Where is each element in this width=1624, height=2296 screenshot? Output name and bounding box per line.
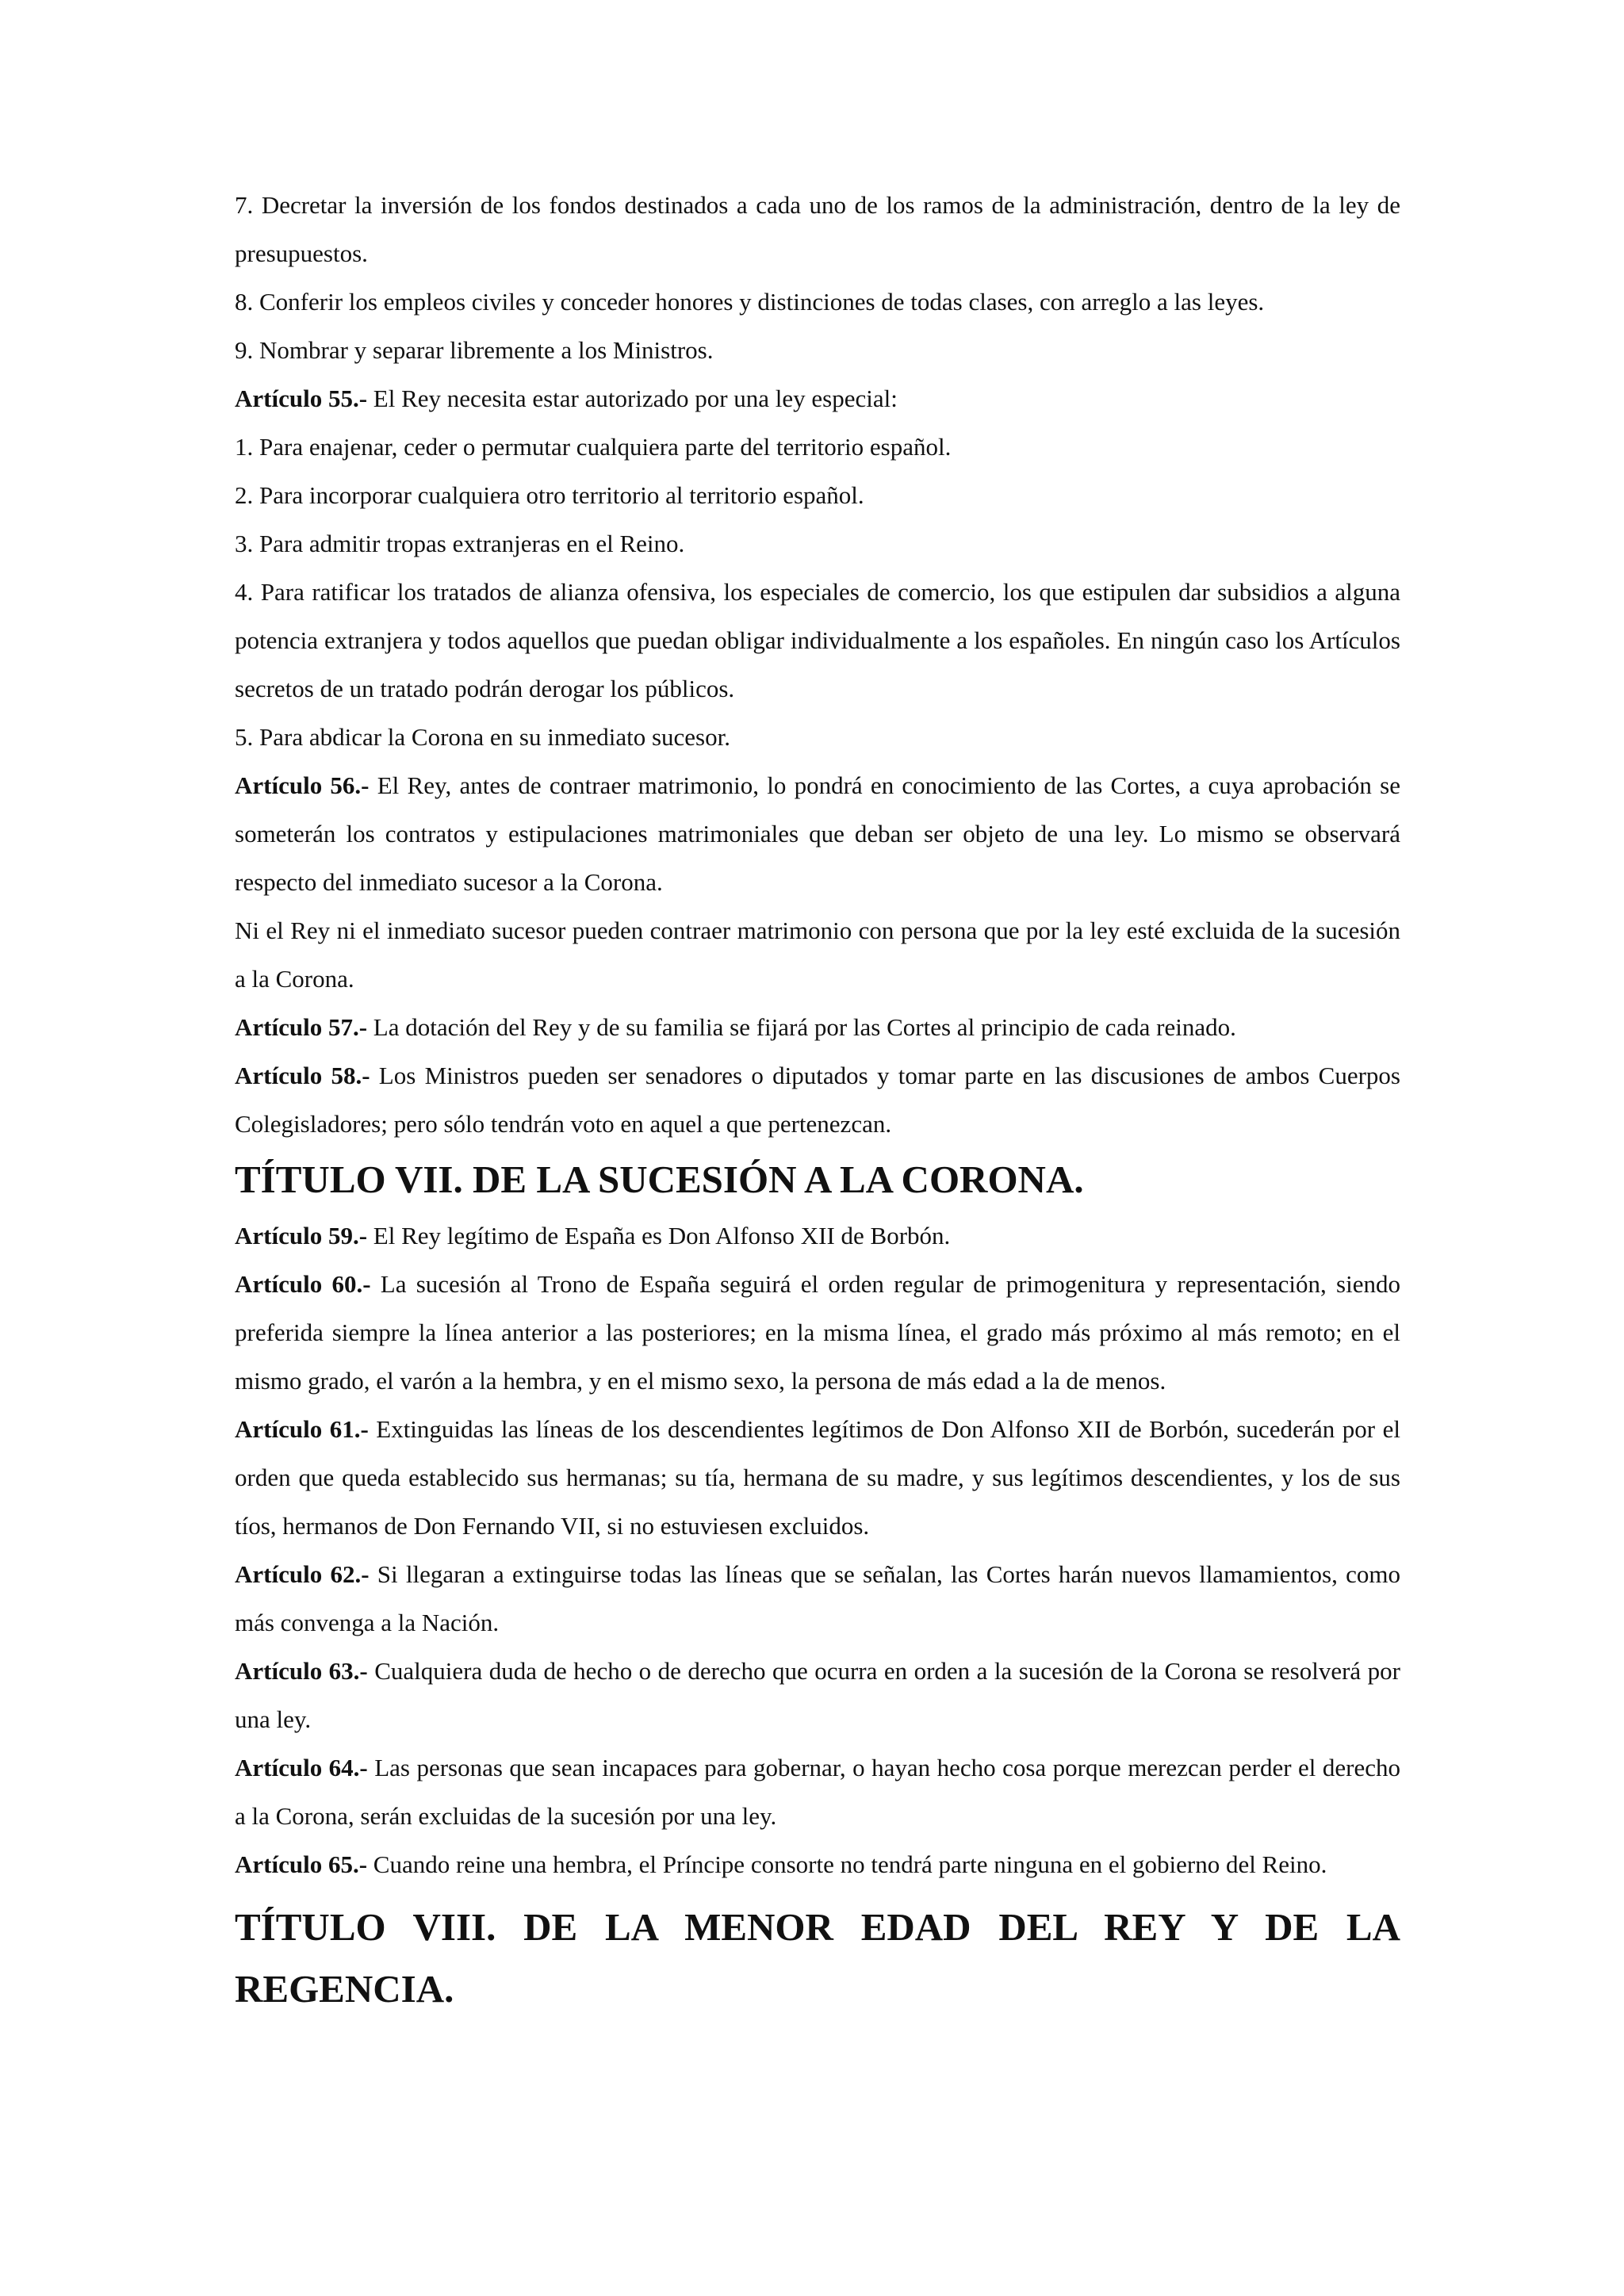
article-text: Cuando reine una hembra, el Príncipe consorte no tendrá parte ninguna en el gobierno del Reino.	[367, 1850, 1327, 1878]
document-page	[235, 181, 1400, 2020]
article-65	[235, 1840, 1400, 1888]
article-text: Los Ministros pueden ser senadores o diputados y tomar parte en las discusiones de ambos Cuerpos Colegisladores; pero sólo tendrán voto en aquel a que pertenezcan.	[235, 1062, 1400, 1138]
article-label: Artículo 58.-	[235, 1062, 370, 1089]
paragraph-item-1: 1. Para enajenar, ceder o permutar cualquiera parte del territorio español.	[235, 433, 952, 461]
article-text: El Rey legítimo de España es Don Alfonso XII de Borbón.	[367, 1222, 951, 1249]
article-label: Artículo 64.-	[235, 1754, 368, 1781]
article-text: La sucesión al Trono de España seguirá el orden regular de primogenitura y representación, siendo preferida siempre la línea anterior a las posteriores; en la misma línea, el grado más próximo al más remoto; en el mismo grado, el varón a la hembra, y en el mismo sexo, la persona de más edad a la de menos.	[235, 1270, 1400, 1395]
article-label: Artículo 55.-	[235, 385, 368, 412]
article-label: Artículo 65.-	[235, 1850, 368, 1878]
article-text: La dotación del Rey y de su familia se fijará por las Cortes al principio de cada reinado.	[367, 1013, 1236, 1041]
article-63	[235, 1647, 1400, 1743]
article-label: Artículo 63.-	[235, 1657, 368, 1685]
article-label: Artículo 60.-	[235, 1270, 371, 1298]
article-57	[235, 1003, 1400, 1051]
article-62	[235, 1550, 1400, 1647]
article-text: Extinguidas las líneas de los descendientes legítimos de Don Alfonso XII de Borbón, sucederán por el orden que queda establecido sus hermanas; su tía, hermana de su madre, y sus legítimos descendientes, y los de sus tíos, hermanos de Don Fernando VII, si no estuviesen excluidos.	[235, 1415, 1400, 1540]
paragraphs-top	[235, 181, 1400, 1148]
article-61	[235, 1405, 1400, 1550]
article-label: Artículo 62.-	[235, 1560, 370, 1588]
article-58	[235, 1051, 1400, 1148]
paragraph-item-8: 8. Conferir los empleos civiles y conceder honores y distinciones de todas clases, con arreglo a las leyes.	[235, 288, 1265, 316]
article-label: Artículo 56.-	[235, 771, 370, 799]
article-text: El Rey necesita estar autorizado por una ley especial:	[367, 385, 898, 412]
paragraph-item-5: 5. Para abdicar la Corona en su inmediato sucesor.	[235, 723, 730, 751]
paragraph-item-2: 2. Para incorporar cualquiera otro territorio al territorio español.	[235, 481, 864, 509]
article-60	[235, 1260, 1400, 1405]
article-label: Artículo 57.-	[235, 1013, 368, 1041]
paragraph-article-56-cont: Ni el Rey ni el inmediato sucesor pueden contraer matrimonio con persona que por la ley esté excluida de la sucesión a la Corona.	[235, 916, 1400, 993]
paragraph-item-3: 3. Para admitir tropas extranjeras en el Reino.	[235, 530, 685, 557]
article-56	[235, 761, 1400, 906]
paragraphs-titulo-vii	[235, 1211, 1400, 1888]
article-text: Las personas que sean incapaces para gobernar, o hayan hecho cosa porque merezcan perder el derecho a la Corona, serán excluidas de la sucesión por una ley.	[235, 1754, 1400, 1830]
paragraph-item-7: 7. Decretar la inversión de los fondos destinados a cada uno de los ramos de la administración, dentro de la ley de presupuestos.	[235, 191, 1400, 267]
paragraph-item-9: 9. Nombrar y separar libremente a los Ministros.	[235, 336, 714, 364]
article-59	[235, 1211, 1400, 1260]
article-label: Artículo 61.-	[235, 1415, 369, 1443]
article-text: El Rey, antes de contraer matrimonio, lo pondrá en conocimiento de las Cortes, a cuya aprobación se someterán los contratos y estipulaciones matrimoniales que deban ser objeto de una ley. Lo mismo se observará respecto del inmediato sucesor a la Corona.	[235, 771, 1400, 896]
section-heading-titulo-viii: TÍTULO VIII. DE LA MENOR EDAD DEL REY Y DE LA REGENCIA.	[235, 1905, 1400, 2011]
section-heading-titulo-vii: TÍTULO VII. DE LA SUCESIÓN A LA CORONA.	[235, 1158, 1084, 1201]
article-label: Artículo 59.-	[235, 1222, 368, 1249]
article-text: Si llegaran a extinguirse todas las líneas que se señalan, las Cortes harán nuevos llamamientos, como más convenga a la Nación.	[235, 1560, 1400, 1636]
article-55	[235, 374, 1400, 423]
article-text: Cualquiera duda de hecho o de derecho que ocurra en orden a la sucesión de la Corona se resolverá por una ley.	[235, 1657, 1400, 1733]
paragraph-item-4: 4. Para ratificar los tratados de alianza ofensiva, los especiales de comercio, los que estipulen dar subsidios a alguna potencia extranjera y todos aquellos que puedan obligar individualmente a los españoles. En ningún caso los Artículos secretos de un tratado podrán derogar los públicos.	[235, 578, 1400, 702]
article-64	[235, 1743, 1400, 1840]
